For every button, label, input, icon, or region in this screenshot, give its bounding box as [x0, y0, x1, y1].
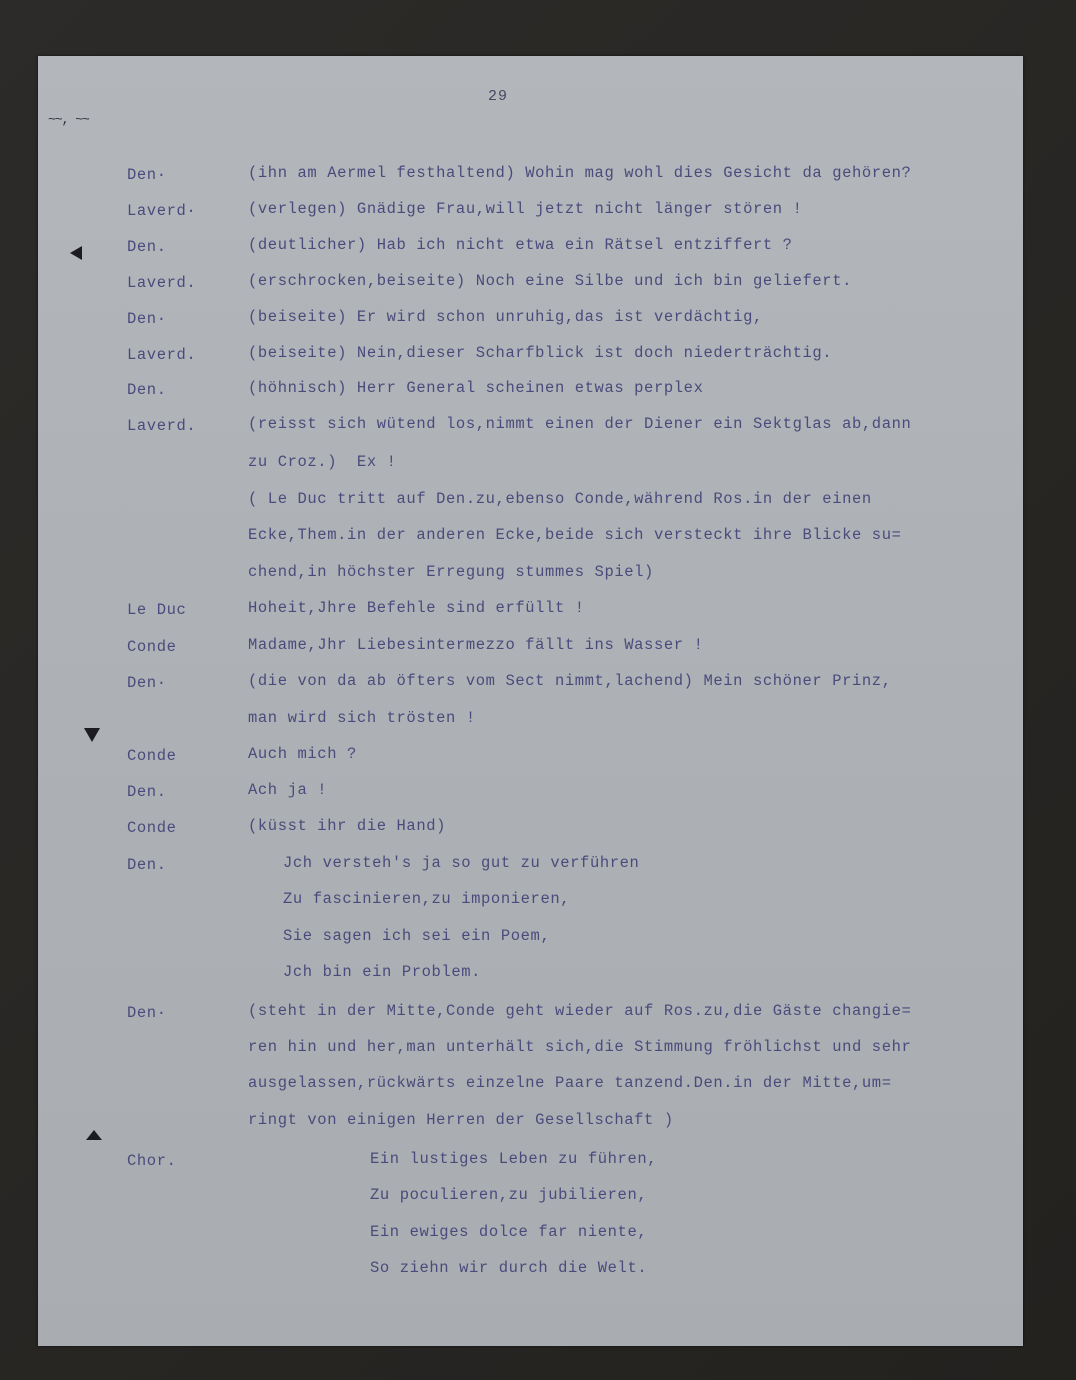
speaker-label: Den. [127, 381, 167, 399]
dialogue-line: Ach ja ! [248, 781, 328, 799]
margin-marker-arrow-icon [70, 246, 82, 260]
chorus-line: Zu poculieren,zu jubilieren, [370, 1186, 648, 1204]
dialogue-line: (die von da ab öfters vom Sect nimmt,lachend) Mein schöner Prinz, [248, 672, 892, 690]
speaker-label: Den· [127, 310, 167, 328]
speaker-label: Chor. [127, 1152, 177, 1170]
speaker-label: Den. [127, 238, 167, 256]
dialogue-line: (beiseite) Nein,dieser Scharfblick ist doch niederträchtig. [248, 344, 833, 362]
stage-direction-line: ringt von einigen Herren der Gesellschaft ) [248, 1111, 674, 1129]
speaker-label: Le Duc [127, 601, 187, 619]
dialogue-line: (reisst sich wütend los,nimmt einen der Diener ein Sektglas ab,dann [248, 415, 912, 433]
dialogue-line: Auch mich ? [248, 745, 357, 763]
dialogue-line: (höhnisch) Herr General scheinen etwas perplex [248, 379, 704, 397]
stage-direction-line: ren hin und her,man unterhält sich,die Stimmung fröhlichst und sehr [248, 1038, 912, 1056]
dialogue-line: (beiseite) Er wird schon unruhig,das ist verdächtig, [248, 308, 763, 326]
speaker-label: Den· [127, 1004, 167, 1022]
speaker-label: Conde [127, 747, 177, 765]
speaker-label: Den· [127, 674, 167, 692]
speaker-label: Laverd· [127, 202, 197, 220]
dialogue-line: (verlegen) Gnädige Frau,will jetzt nicht länger stören ! [248, 200, 803, 218]
speaker-label: Conde [127, 819, 177, 837]
speaker-label: Den· [127, 166, 167, 184]
verse-line: Jch bin ein Problem. [283, 963, 482, 981]
margin-marker-down-icon [84, 728, 100, 742]
dialogue-line: man wird sich trösten ! [248, 709, 476, 727]
speaker-label: Laverd. [127, 274, 197, 292]
stage-direction-line: Ecke,Them.in der anderen Ecke,beide sich versteckt ihre Blicke su= [248, 526, 902, 544]
dialogue-line: (deutlicher) Hab ich nicht etwa ein Rätsel entziffert ? [248, 236, 793, 254]
dialogue-line: (ihn am Aermel festhaltend) Wohin mag wohl dies Gesicht da gehören? [248, 164, 912, 182]
verse-line: Zu fascinieren,zu imponieren, [283, 890, 571, 908]
speaker-label: Laverd. [127, 346, 197, 364]
handwritten-mark: ~~, ~~ [48, 112, 89, 127]
chorus-line: So ziehn wir durch die Welt. [370, 1259, 648, 1277]
speaker-label: Den. [127, 783, 167, 801]
margin-marker-up-icon [86, 1130, 102, 1140]
stage-direction-line: (steht in der Mitte,Conde geht wieder auf Ros.zu,die Gäste changie= [248, 1002, 912, 1020]
chorus-line: Ein ewiges dolce far niente, [370, 1223, 648, 1241]
speaker-label: Den. [127, 856, 167, 874]
verse-line: Sie sagen ich sei ein Poem, [283, 927, 551, 945]
dialogue-line: Madame,Jhr Liebesintermezzo fällt ins Wasser ! [248, 636, 704, 654]
dialogue-line: (erschrocken,beiseite) Noch eine Silbe und ich bin geliefert. [248, 272, 852, 290]
stage-direction-line: ( Le Duc tritt auf Den.zu,ebenso Conde,während Ros.in der einen [248, 490, 872, 508]
dialogue-line: Hoheit,Jhre Befehle sind erfüllt ! [248, 599, 585, 617]
verse-line: Jch versteh's ja so gut zu verführen [283, 854, 640, 872]
page-number: 29 [488, 88, 509, 105]
speaker-label: Laverd. [127, 417, 197, 435]
dialogue-line: (küsst ihr die Hand) [248, 817, 447, 835]
speaker-label: Conde [127, 638, 177, 656]
chorus-line: Ein lustiges Leben zu führen, [370, 1150, 658, 1168]
dialogue-line: zu Croz.) Ex ! [248, 453, 397, 471]
stage-direction-line: chend,in höchster Erregung stummes Spiel) [248, 563, 654, 581]
stage-direction-line: ausgelassen,rückwärts einzelne Paare tanzend.Den.in der Mitte,um= [248, 1074, 892, 1092]
